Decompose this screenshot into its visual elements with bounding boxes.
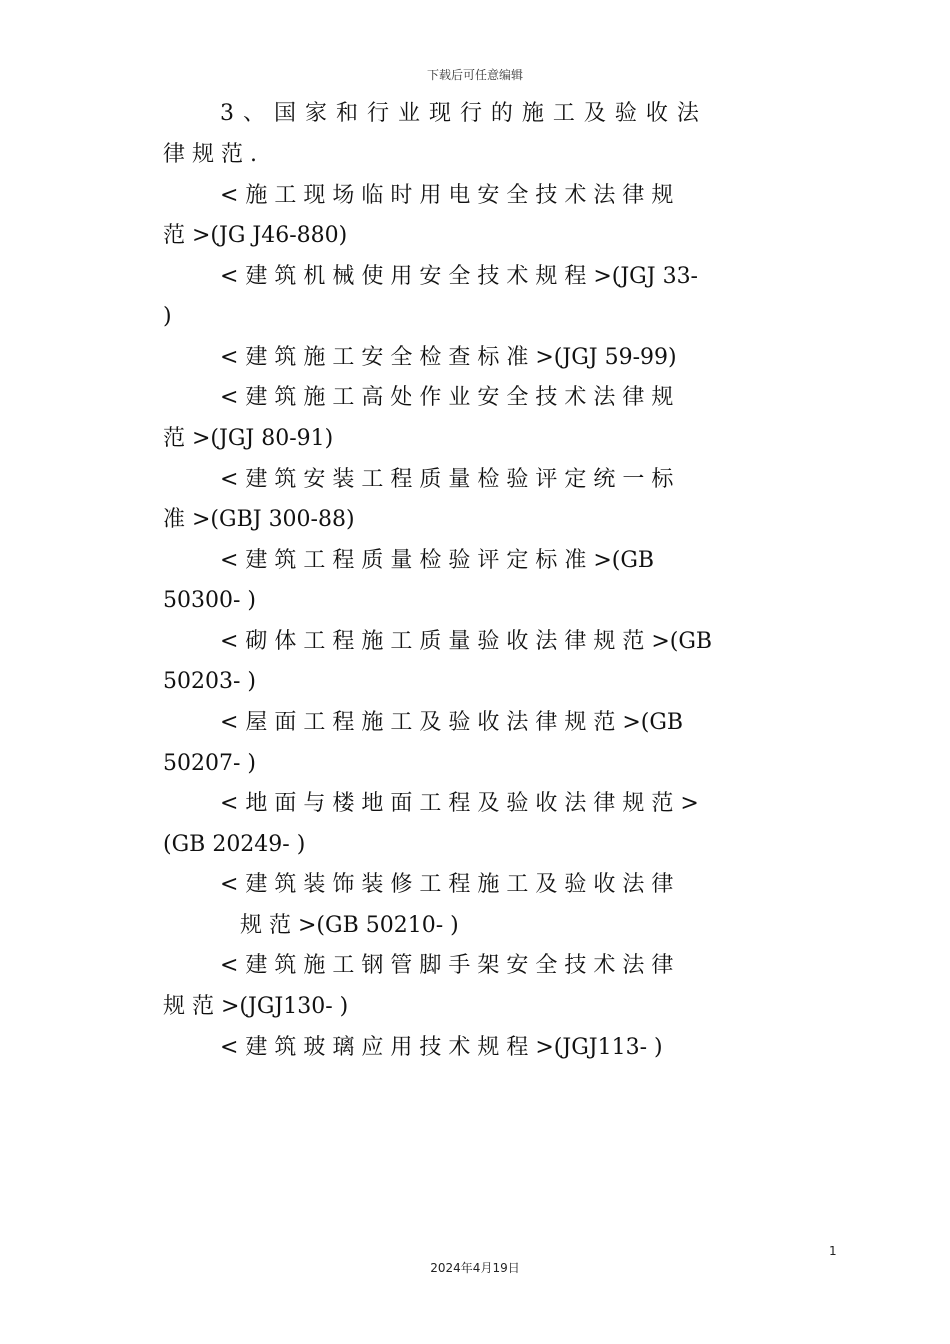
- standard-item: < 地 面 与 楼 地 面 工 程 及 验 收 法 律 规 范 >: [220, 791, 699, 816]
- text-line: (GB 20249- ): [163, 832, 306, 857]
- text-line: 范 >(JGJ 80-91): [163, 426, 334, 451]
- standard-item: < 建 筑 施 工 安 全 检 查 标 准 >(JGJ 59-99): [220, 345, 677, 370]
- standard-item: < 屋 面 工 程 施 工 及 验 收 法 律 规 范 >(GB: [220, 710, 684, 735]
- text-line: 50203- ): [163, 669, 256, 694]
- standard-item: < 建 筑 施 工 高 处 作 业 安 全 技 术 法 律 规: [220, 385, 674, 410]
- text-line: ): [163, 304, 172, 329]
- page-number: 1: [829, 1244, 837, 1258]
- text-line: 规 范 >(GB 50210- ): [240, 913, 459, 938]
- standard-item: < 建 筑 装 饰 装 修 工 程 施 工 及 验 收 法 律: [220, 872, 674, 897]
- standard-item: < 建 筑 工 程 质 量 检 验 评 定 标 准 >(GB: [220, 548, 655, 573]
- footer-date: 2024年4月19日: [430, 1261, 520, 1275]
- text-line: 范 >(JG J46-880): [163, 223, 348, 248]
- standard-item: < 建 筑 安 装 工 程 质 量 检 验 评 定 统 一 标: [220, 467, 674, 492]
- text-line: 律 规 范 .: [163, 142, 257, 167]
- text-line: 准 >(GBJ 300-88): [163, 507, 355, 532]
- page-header: 下载后可任意编辑: [426, 68, 523, 82]
- text-line: 50300- ): [163, 588, 256, 613]
- standard-item: < 建 筑 机 械 使 用 安 全 技 术 规 程 >(JGJ 33-: [220, 264, 698, 289]
- standard-item: < 建 筑 施 工 钢 管 脚 手 架 安 全 技 术 法 律: [220, 953, 674, 978]
- standard-item: < 砌 体 工 程 施 工 质 量 验 收 法 律 规 范 >(GB: [220, 629, 713, 654]
- standard-item: < 施 工 现 场 临 时 用 电 安 全 技 术 法 律 规: [220, 183, 674, 208]
- text-line: 规 范 >(JGJ130- ): [163, 994, 349, 1019]
- section-heading: 3 、 国 家 和 行 业 现 行 的 施 工 及 验 收 法: [220, 101, 700, 126]
- text-line: 50207- ): [163, 751, 256, 776]
- standard-item: < 建 筑 玻 璃 应 用 技 术 规 程 >(JGJ113- ): [220, 1035, 663, 1060]
